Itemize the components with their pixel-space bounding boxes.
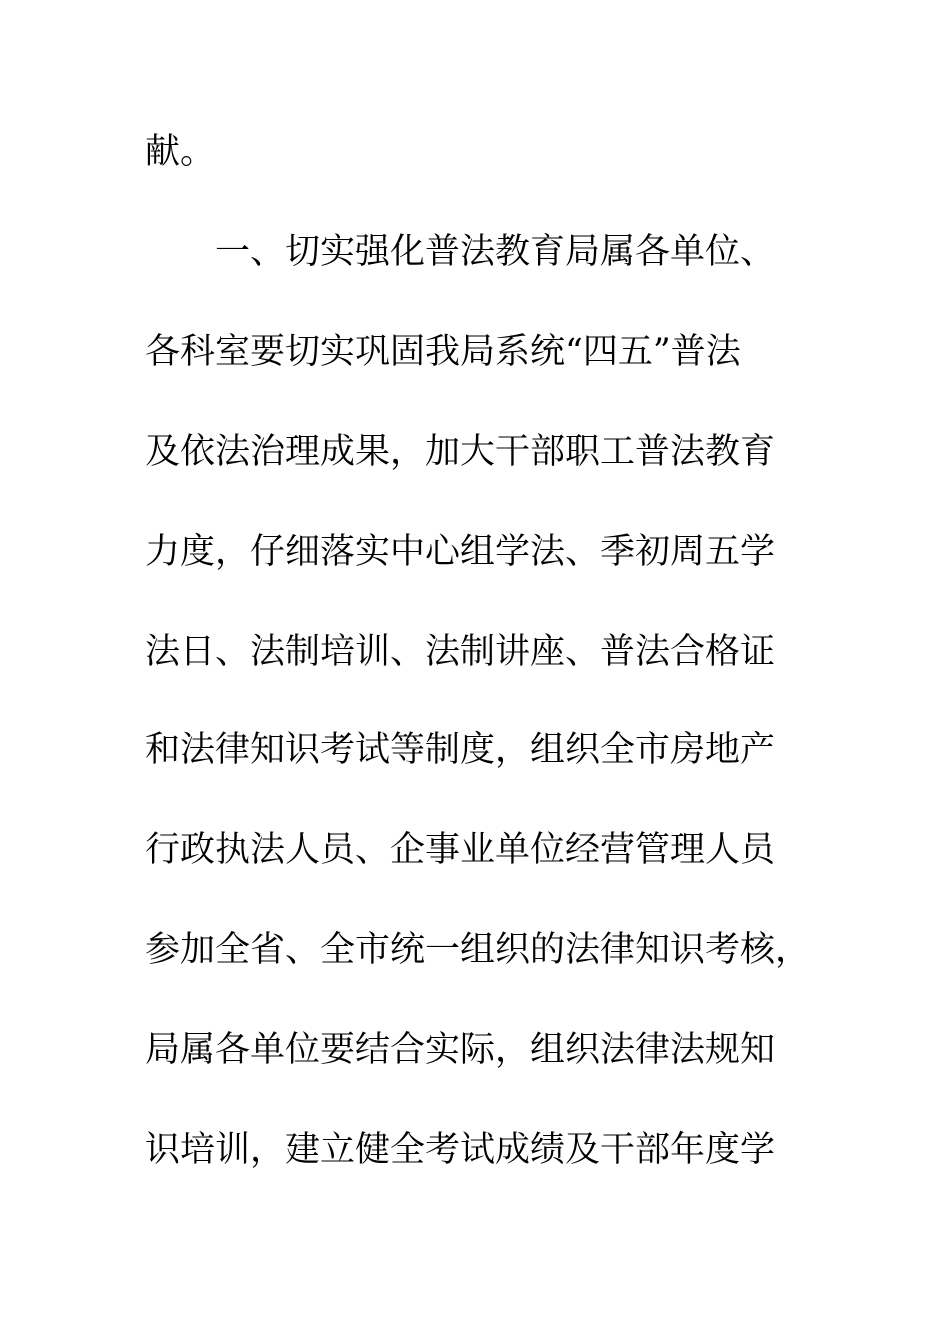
text-line: 法日、法制培训、法制讲座、普法合格证 (145, 632, 776, 672)
text-line: 各科室要切实巩固我局系统“四五”普法 (145, 332, 741, 372)
text-line: 识培训，建立健全考试成绩及干部年度学 (145, 1130, 776, 1170)
text-line: 力度，仔细落实中心组学法、季初周五学 (145, 532, 776, 572)
text-line: 局属各单位要结合实际，组织法律法规知 (145, 1030, 776, 1070)
section-heading-line: 一、切实强化普法教育局属各单位、 (215, 232, 776, 272)
text-line: 和法律知识考试等制度，组织全市房地产 (145, 730, 776, 770)
text-line: 行政执法人员、企事业单位经营管理人员 (145, 830, 776, 870)
text-line: 及依法治理成果，加大干部职工普法教育 (145, 432, 776, 472)
text-line: 参加全省、全市统一组织的法律知识考核， (145, 930, 811, 970)
text-line: 献。 (145, 132, 216, 172)
